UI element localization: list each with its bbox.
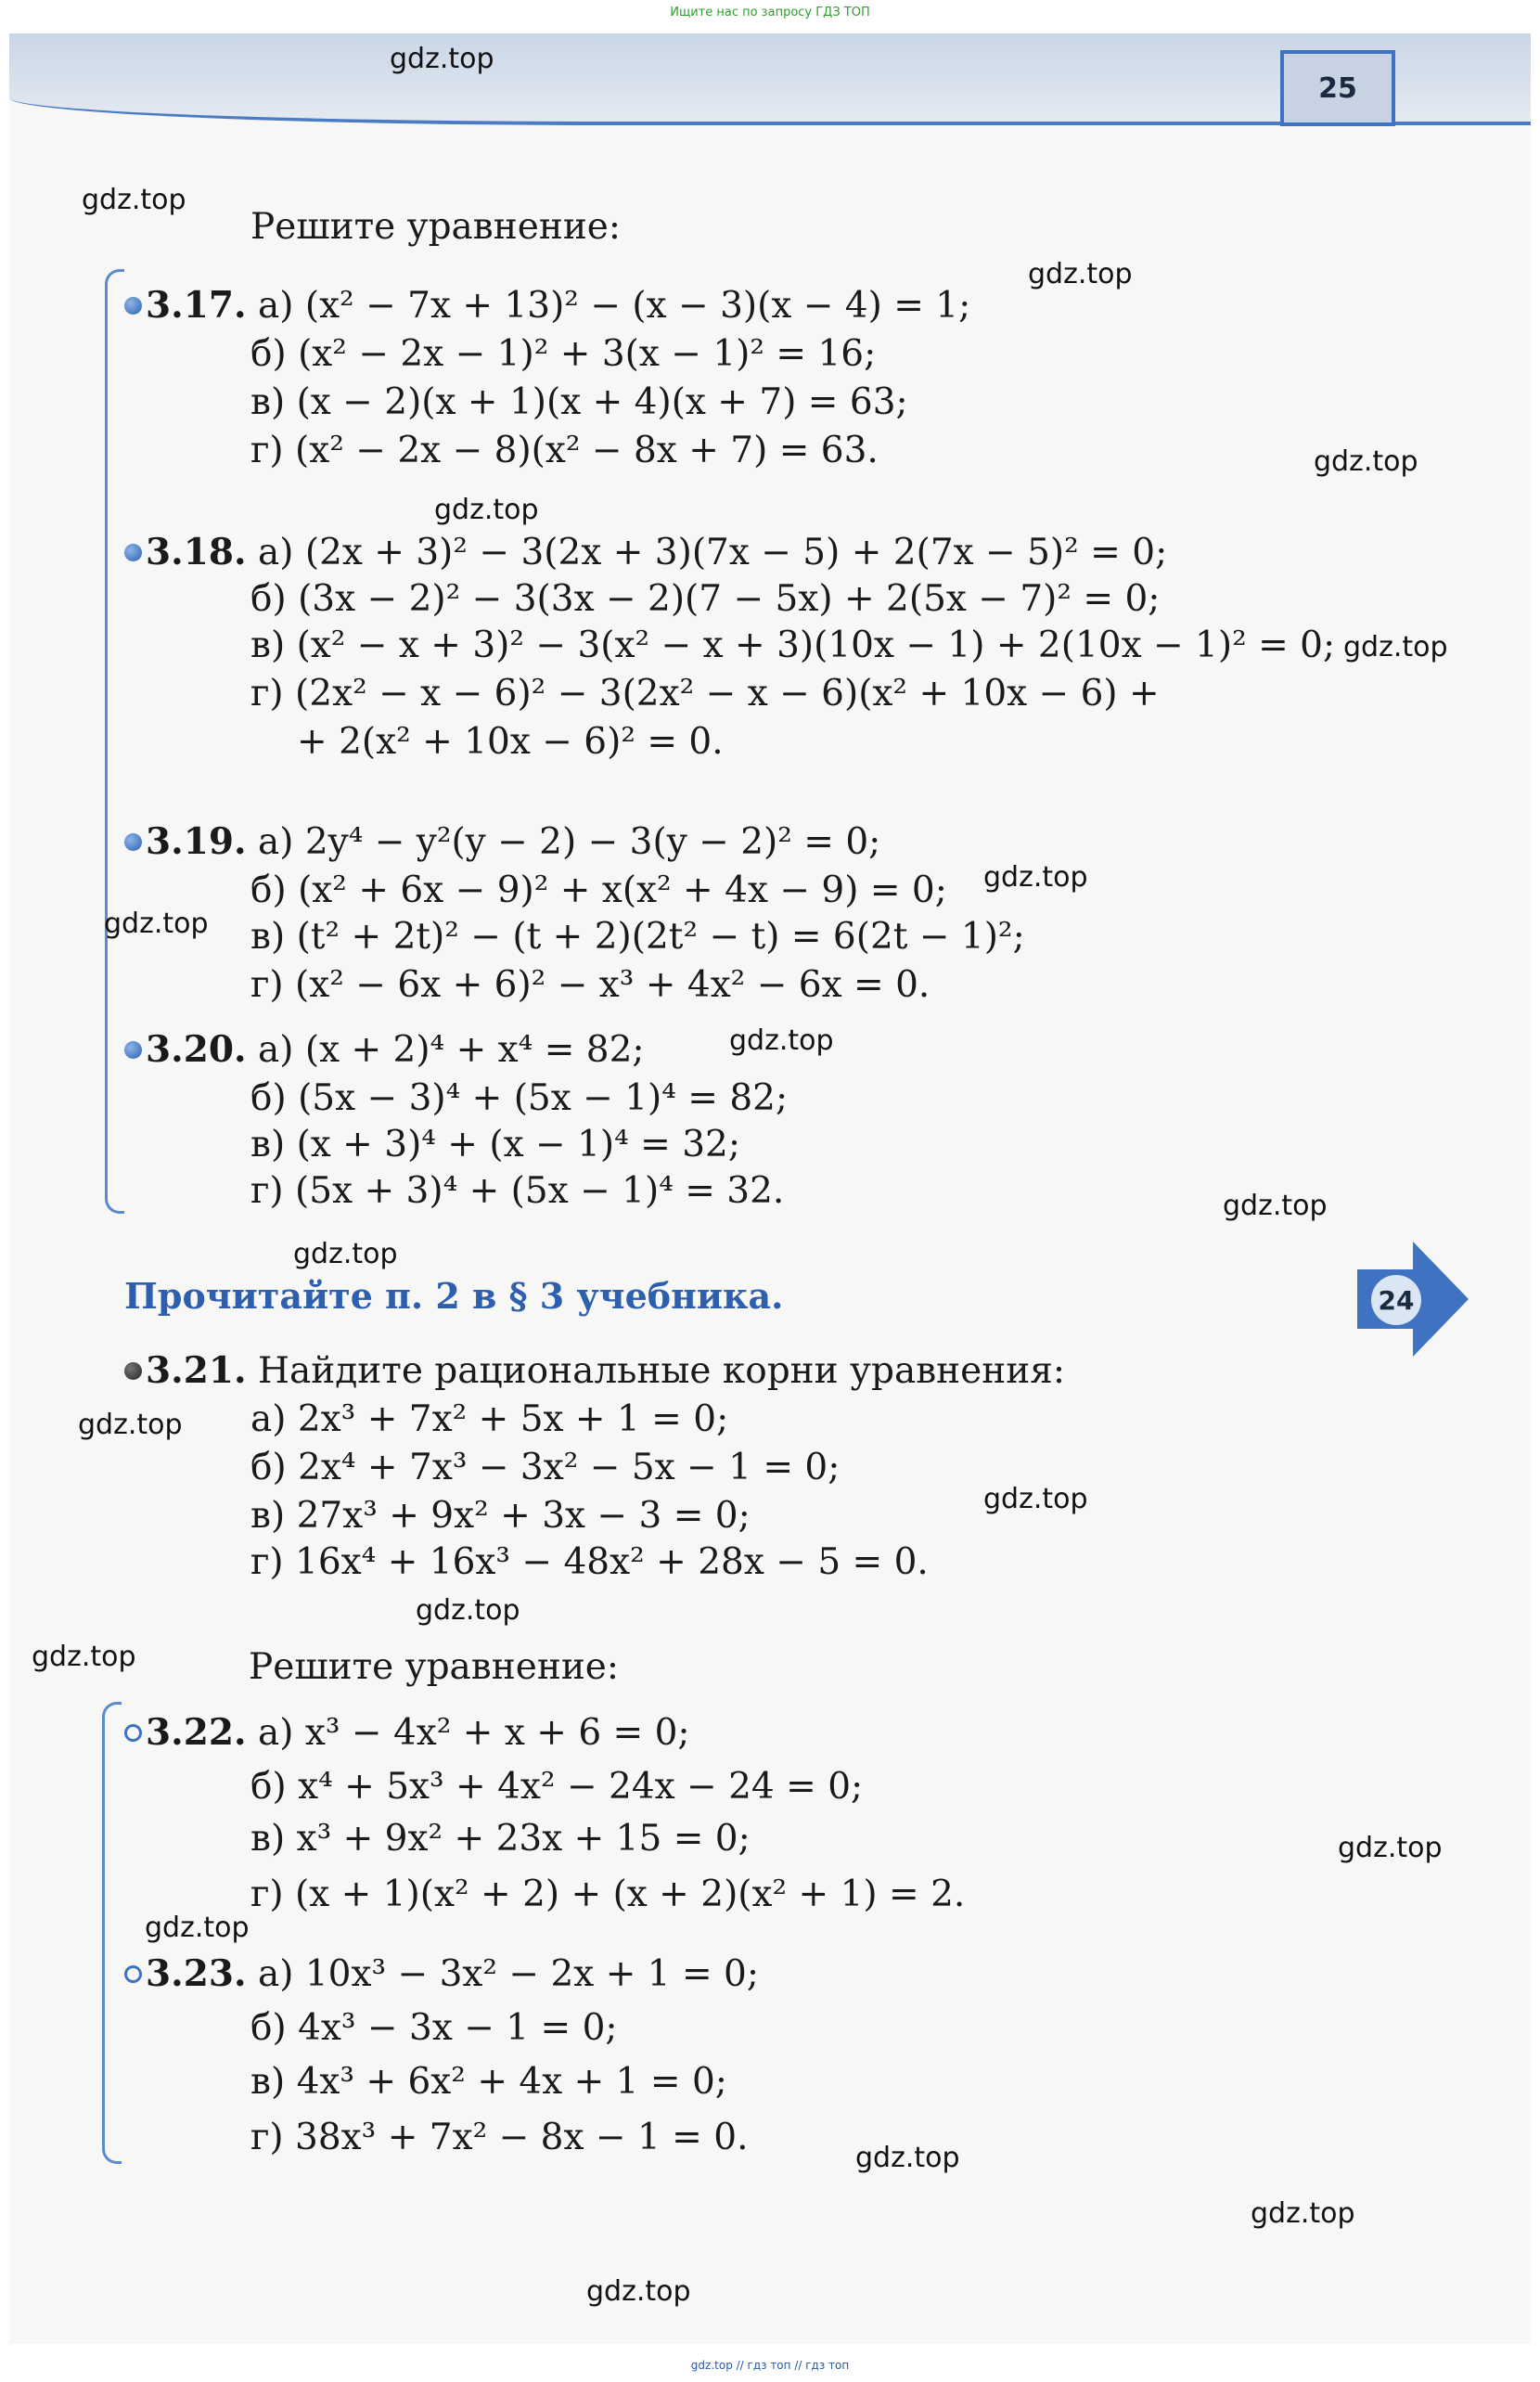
group-bracket: [105, 269, 124, 1214]
watermark: gdz.top: [82, 184, 186, 216]
problem-3-21-v: в) 27x³ + 9x² + 3x − 3 = 0;: [250, 1495, 751, 1537]
difficulty-dot-icon: [124, 1965, 142, 1983]
difficulty-dot-icon: [124, 297, 142, 315]
page-reference-label: 24: [1371, 1275, 1421, 1325]
top-note: Ищите нас по запросу ГДЗ ТОП: [670, 6, 870, 19]
watermark: gdz.top: [1251, 2197, 1355, 2230]
difficulty-dot-icon: [124, 1362, 142, 1380]
watermark: gdz.top: [104, 908, 209, 940]
watermark: gdz.top: [1223, 1190, 1328, 1222]
problem-3-23-v: в) 4x³ + 6x² + 4x + 1 = 0;: [250, 2061, 727, 2103]
watermark: gdz.top: [1314, 445, 1418, 478]
problem-number: 3.22.: [146, 1711, 247, 1754]
section-heading: Решите уравнение:: [249, 1646, 620, 1688]
problem-3-23-a: [124, 1952, 760, 1995]
problem-number: 3.23.: [146, 1952, 247, 1995]
problem-3-19-v: в) (t² + 2t)² − (t + 2)(2t² − t) = 6(2t − 1)²;: [250, 916, 1025, 958]
problem-title: Найдите рациональные корни уравнения:: [257, 1350, 1065, 1392]
watermark: gdz.top: [145, 1912, 250, 1944]
problem-part: а) 2y⁴ − y²(y − 2) − 3(y − 2)² = 0;: [257, 821, 881, 863]
problem-3-21-b: б) 2x⁴ + 7x³ − 3x² − 5x − 1 = 0;: [250, 1447, 841, 1488]
problem-number: 3.20.: [146, 1028, 247, 1071]
problem-3-18-a: [124, 531, 1168, 573]
problem-number: 3.18.: [146, 531, 247, 573]
group-bracket: [102, 1702, 122, 2164]
difficulty-dot-icon: [124, 1041, 142, 1059]
section-heading: Решите уравнение:: [250, 206, 622, 248]
problem-3-17-v: в) (x − 2)(x + 1)(x + 4)(x + 7) = 63;: [250, 381, 908, 423]
problem-3-22-b: б) x⁴ + 5x³ + 4x² − 24x − 24 = 0;: [250, 1766, 864, 1808]
watermark: gdz.top: [983, 1483, 1088, 1515]
watermark: gdz.top: [729, 1024, 834, 1057]
watermark: gdz.top: [1338, 1832, 1443, 1864]
problem-number: 3.19.: [146, 820, 247, 863]
problem-3-23-b: б) 4x³ − 3x − 1 = 0;: [250, 2007, 618, 2049]
problem-3-23-g: г) 38x³ + 7x² − 8x − 1 = 0.: [250, 2117, 749, 2158]
problem-3-18-g-cont: + 2(x² + 10x − 6)² = 0.: [297, 721, 724, 763]
problem-3-17-g: г) (x² − 2x − 8)(x² − 8x + 7) = 63.: [250, 430, 879, 471]
problem-3-22-g: г) (x + 1)(x² + 2) + (x + 2)(x² + 1) = 2.: [250, 1873, 966, 1915]
problem-3-20-v: в) (x + 3)⁴ + (x − 1)⁴ = 32;: [250, 1124, 740, 1165]
watermark: gdz.top: [855, 2142, 960, 2174]
watermark: gdz.top: [293, 1238, 398, 1270]
difficulty-dot-icon: [124, 1724, 142, 1742]
problem-3-17-a: [124, 284, 971, 327]
read-textbook-note: Прочитайте п. 2 в § 3 учебника.: [124, 1275, 784, 1317]
watermark: gdz.top: [32, 1641, 136, 1673]
problem-number: 3.21.: [146, 1349, 247, 1392]
problem-3-18-g: г) (2x² − x − 6)² − 3(2x² − x − 6)(x² + 10x − 6) +: [250, 673, 1160, 715]
problem-3-22-a: [124, 1711, 690, 1754]
problem-part: а) (x² − 7x + 13)² − (x − 3)(x − 4) = 1;: [257, 285, 971, 327]
problem-3-19-a: [124, 820, 881, 863]
problem-3-18-b: б) (3x − 2)² − 3(3x − 2)(7 − 5x) + 2(5x − 7)² = 0;: [250, 578, 1161, 620]
problem-3-21-g: г) 16x⁴ + 16x³ − 48x² + 28x − 5 = 0.: [250, 1541, 929, 1583]
watermark: gdz.top: [1028, 258, 1133, 290]
page-number: 25: [1280, 50, 1395, 126]
problem-3-19-b: б) (x² + 6x − 9)² + x(x² + 4x − 9) = 0;: [250, 869, 947, 911]
problem-3-19-g: г) (x² − 6x + 6)² − x³ + 4x² − 6x = 0.: [250, 964, 930, 1006]
problem-number: 3.17.: [146, 284, 247, 327]
problem-3-18-v: в) (x² − x + 3)² − 3(x² − x + 3)(10x − 1) + 2(10x − 1)² = 0;: [250, 624, 1336, 666]
problem-3-20-g: г) (5x + 3)⁴ + (5x − 1)⁴ = 32.: [250, 1170, 785, 1212]
problem-3-21-title: [124, 1349, 1065, 1392]
watermark: gdz.top: [1343, 631, 1448, 663]
problem-part: а) (2x + 3)² − 3(2x + 3)(7x − 5) + 2(7x − 5)² = 0;: [257, 532, 1168, 573]
watermark: gdz.top: [390, 43, 494, 75]
problem-3-22-v: в) x³ + 9x² + 23x + 15 = 0;: [250, 1818, 751, 1860]
watermark: gdz.top: [416, 1594, 520, 1627]
problem-3-21-a: а) 2x³ + 7x² + 5x + 1 = 0;: [250, 1398, 729, 1440]
difficulty-dot-icon: [124, 833, 142, 851]
watermark: gdz.top: [586, 2275, 691, 2308]
watermark: gdz.top: [434, 494, 539, 526]
bottom-note: gdz.top // гдз топ // гдз топ: [690, 2359, 850, 2372]
problem-part: а) (x + 2)⁴ + x⁴ = 82;: [257, 1029, 645, 1071]
difficulty-dot-icon: [124, 544, 142, 561]
watermark: gdz.top: [78, 1409, 183, 1441]
watermark: gdz.top: [983, 861, 1088, 894]
problem-3-20-b: б) (5x − 3)⁴ + (5x − 1)⁴ = 82;: [250, 1077, 789, 1119]
problem-part: а) x³ − 4x² + x + 6 = 0;: [257, 1712, 690, 1754]
problem-part: а) 10x³ − 3x² − 2x + 1 = 0;: [257, 1953, 760, 1995]
problem-3-20-a: [124, 1028, 645, 1071]
problem-3-17-b: б) (x² − 2x − 1)² + 3(x − 1)² = 16;: [250, 333, 877, 375]
